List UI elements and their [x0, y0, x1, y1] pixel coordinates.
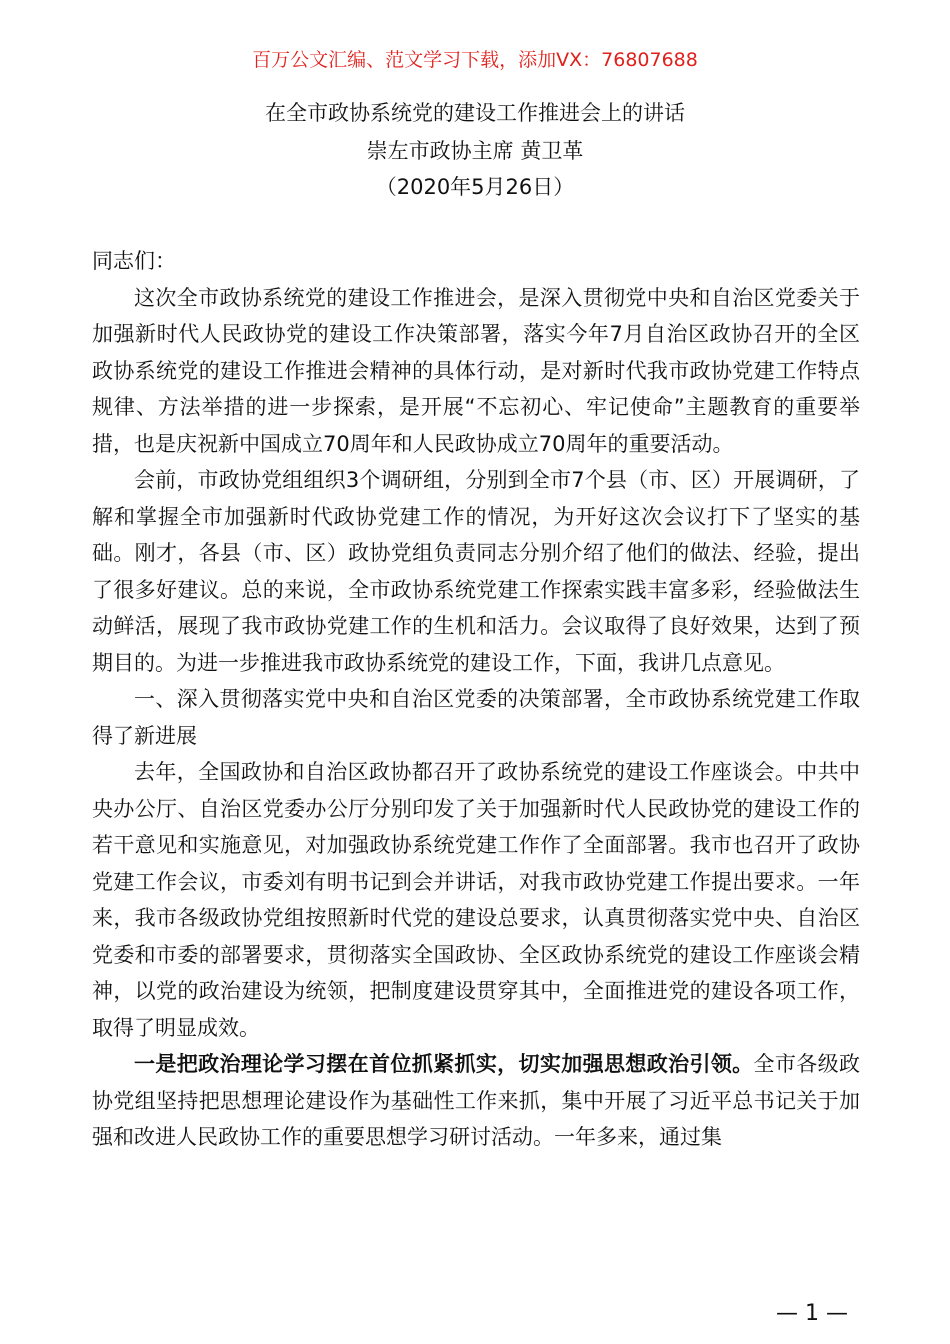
- page-footer: [0, 1298, 950, 1330]
- paragraph-2: 会前，市政协党组组织3个调研组，分别到全市7个县（市、区）开展调研，了解和掌握全市加强新时代政协党建工作的情况，为开好这次会议打下了坚实的基础。刚才，各县（市、区）政协党组负责同志分别介绍了他们的做法、经验，提出了很多好建议。总的来说，全市政协系统党建工作探索实践丰富多彩，经验做法生动鲜活，展现了我市政协党建工作的生机和活力。会议取得了良好效果，达到了预期目的。为进一步推进我市政协系统党的建设工作，下面，我讲几点意见。: [92, 468, 860, 675]
- speech-title: 在全市政协系统党的建设工作推进会上的讲话: [265, 101, 685, 125]
- paragraph-4: [92, 1046, 860, 1156]
- paragraph-3: 去年，全国政协和自治区政协都召开了政协系统党的建设工作座谈会。中共中央办公厅、自治区党委办公厅分别印发了关于加强新时代人民政协党的建设工作的若干意见和实施意见，对加强政协系统党建工作作了全面部署。我市也召开了政协党建工作会议，市委刘有明书记到会并讲话，对我市政协党建工作提出要求。一年来，我市各级政协党组按照新时代党的建设总要求，认真贯彻落实党中央、自治区党委和市委的部署要求，贯彻落实全国政协、全区政协系统党的建设工作座谈会精神，以党的政治建设为统领，把制度建设贯穿其中，全面推进党的建设各项工作，取得了明显成效。: [92, 760, 860, 1040]
- page-number: — 1 —: [776, 1301, 848, 1326]
- watermark-banner: 百万公文汇编、范文学习下载，添加VX：76807688: [252, 49, 698, 71]
- salutation: 同志们：: [92, 249, 176, 273]
- paragraph-4-lead: 一是把政治理论学习摆在首位抓紧抓实，切实加强思想政治引领。: [134, 1052, 754, 1076]
- speech-date: （2020年5月26日）: [375, 175, 575, 199]
- paragraph-1: 这次全市政协系统党的建设工作推进会，是深入贯彻党中央和自治区党委关于加强新时代人民政协党的建设工作决策部署，落实今年7月自治区政协召开的全区政协系统党的建设工作推进会精神的具体行动，是对新时代我市政协党建工作特点规律、方法举措的进一步探索，是开展“不忘初心、牢记使命”主题教育的重要举措，也是庆祝新中国成立70周年和人民政协成立70周年的重要活动。: [92, 285, 860, 456]
- speaker-line: 崇左市政协主席 黄卫革: [366, 139, 584, 163]
- section-heading-1: 一、深入贯彻落实党中央和自治区党委的决策部署，全市政协系统党建工作取得了新进展: [92, 687, 860, 748]
- paragraph-4-text: 全市各级政协党组坚持把思想理论建设作为基础性工作来抓，集中开展了习近平总书记关于加强和改进人民政协工作的重要思想学习研讨活动。一年多来，通过集: [92, 1052, 861, 1149]
- document-body: [92, 243, 860, 1156]
